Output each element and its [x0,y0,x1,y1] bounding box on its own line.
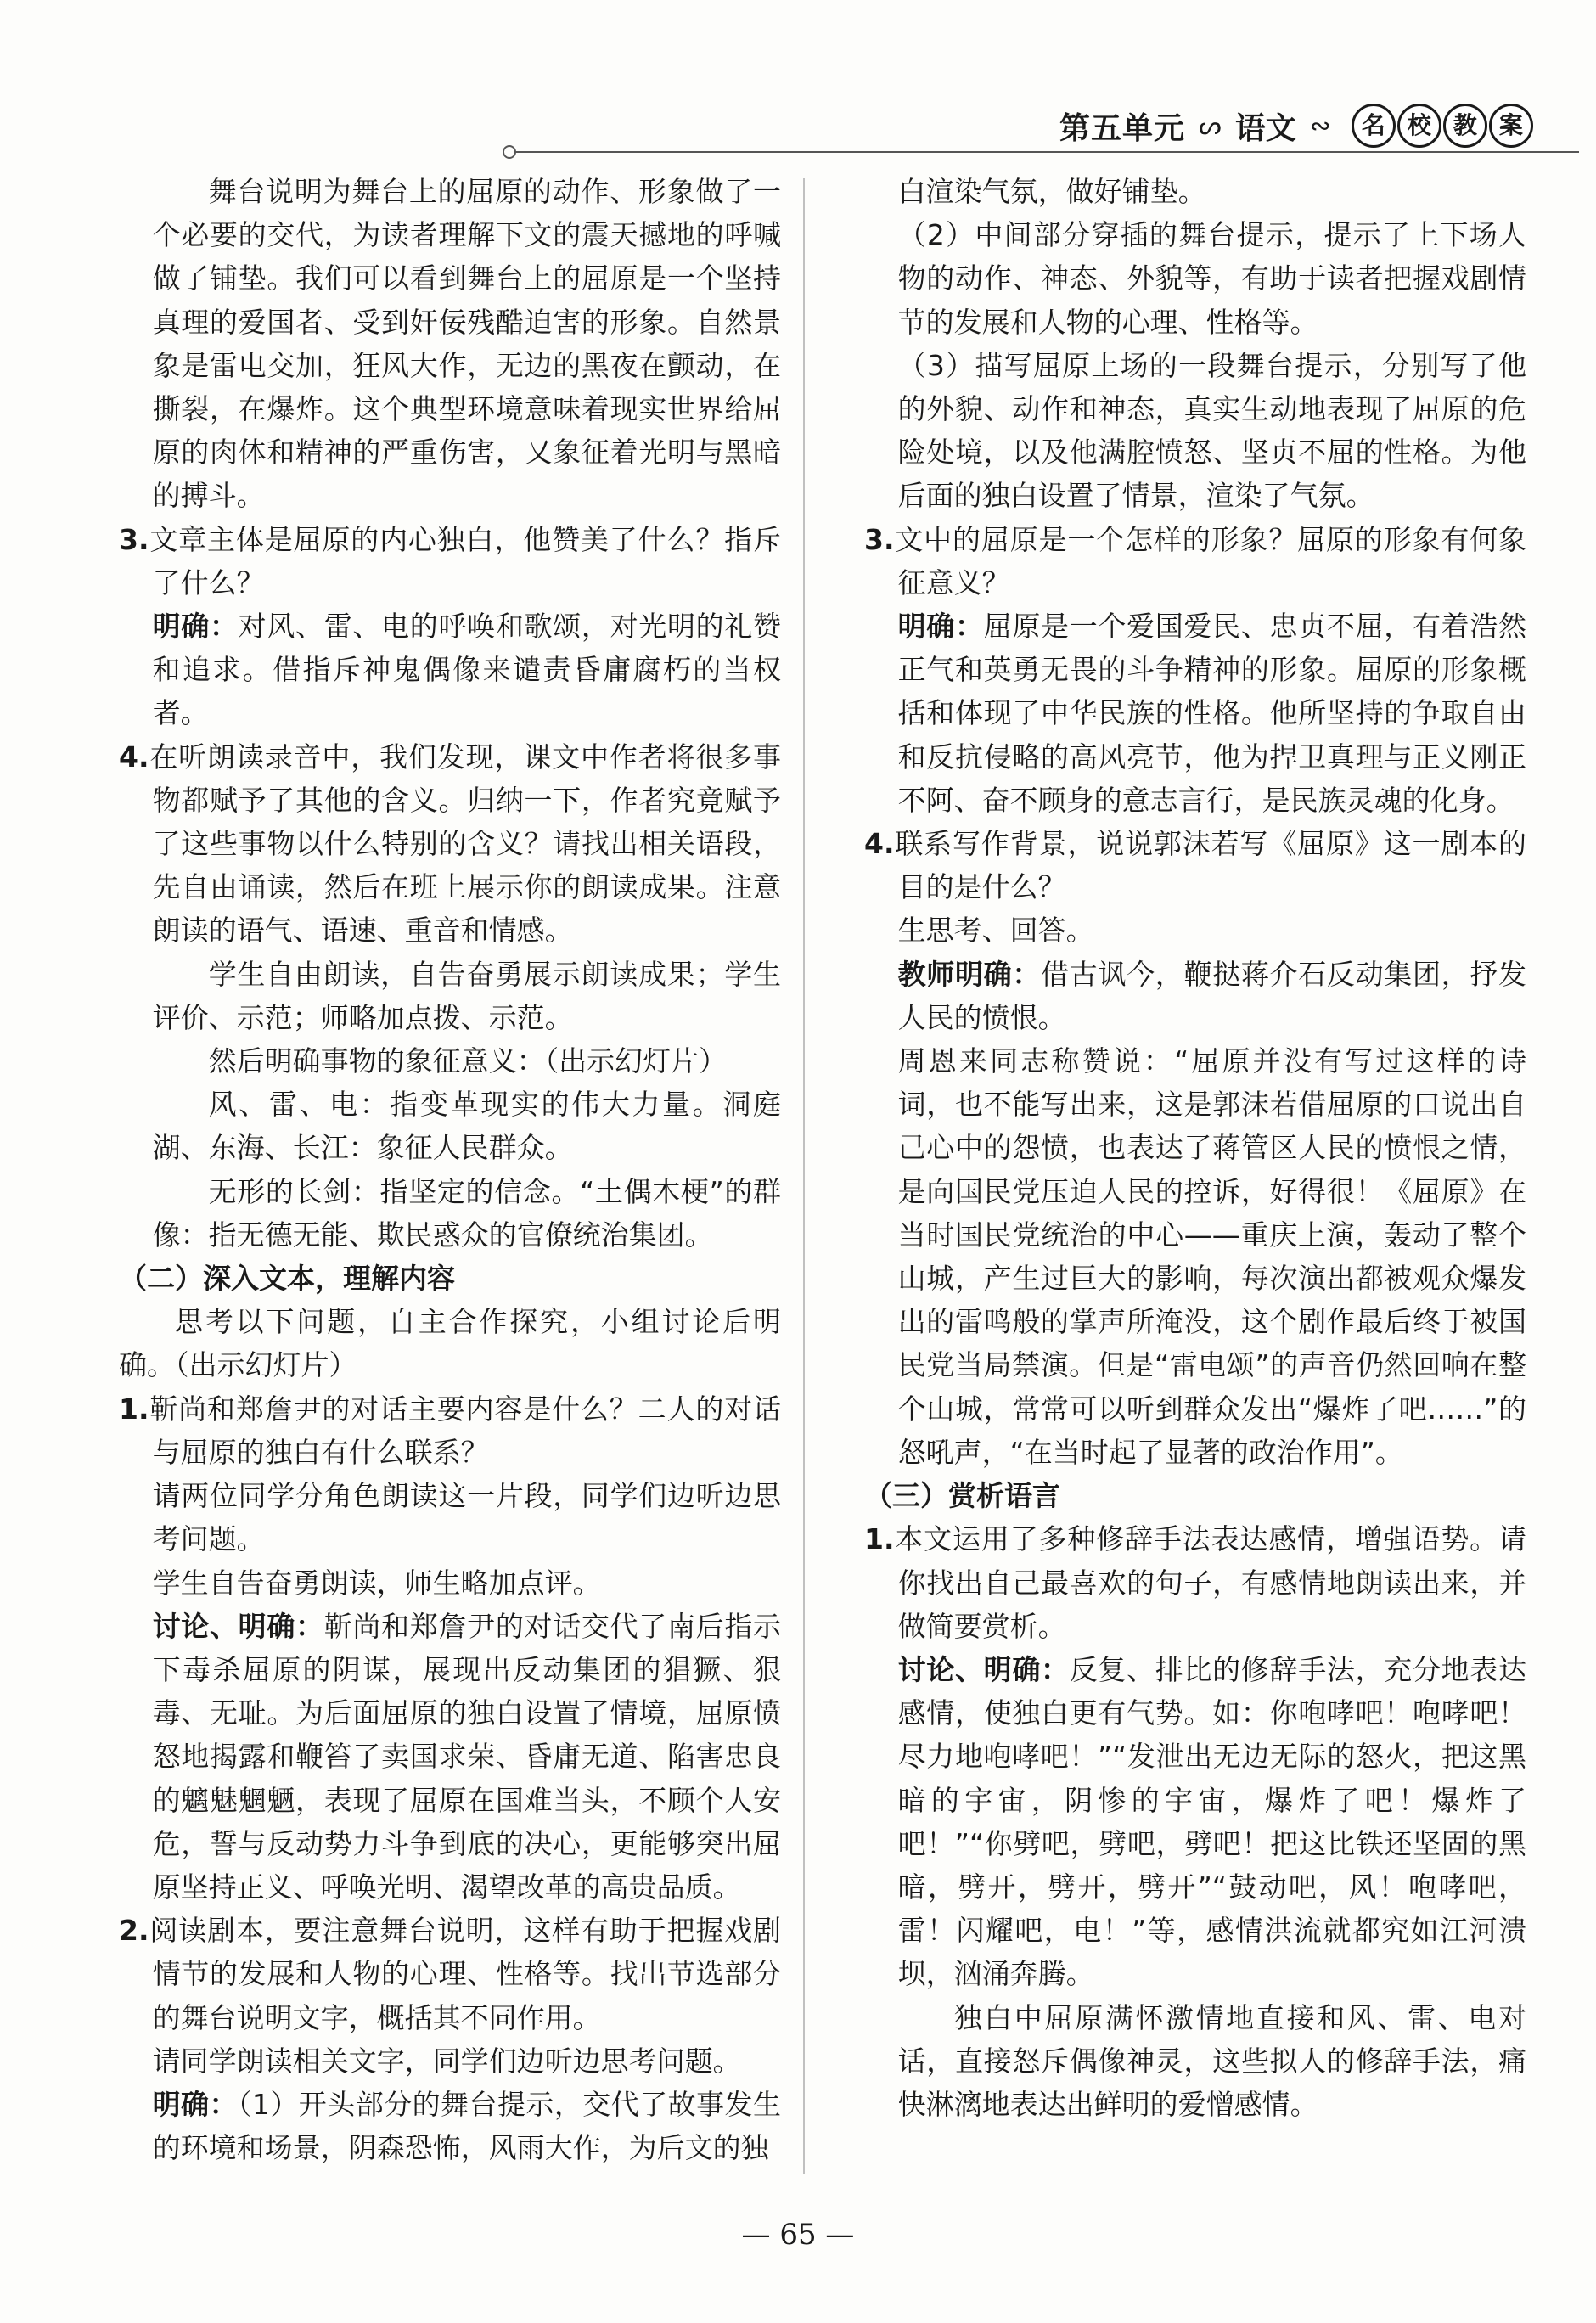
answer-label: 明确： [152,610,239,644]
answer-label: 讨论、明确： [152,1609,324,1643]
question-number: 4. [864,827,895,861]
question-1 [864,1517,1526,1648]
paragraph: 舞台说明为舞台上的屈原的动作、形象做了一个必要的交代，为读者理解下文的震天撼地的呼喊做了铺垫。我们可以看到舞台上的屈原是一个坚持真理的爱国者、受到奸佞残酷迫害的形象。自然景象是雷电交加，狂风大作，无边的黑夜在颤动，在撕裂，在爆炸。这个典型环境意味着现实世界给屈原的肉体和精神的严重伤害，又象征着光明与黑暗的搏斗。 [152,175,781,513]
answer [864,953,1526,1039]
question-text: 联系写作背景，说说郭沫若写《屈原》这一剧本的目的是什么？ [894,827,1526,904]
right-column [864,170,1526,2126]
paragraph: 思考以下问题，自主合作探究，小组讨论后明确。（出示幻灯片） [119,1305,781,1382]
question-text: 阅读剧本，要注意舞台说明，这样有助于把握戏剧情节的发展和人物的心理、性格等。找出节选部分的舞台说明文字，概括其不同作用。 [149,1914,781,2034]
question-number: 3. [864,522,895,556]
question-number: 1. [119,1392,149,1426]
paragraph: 请两位同学分角色朗读这一片段，同学们边听边思考问题。 [152,1479,781,1556]
answer-label: 教师明确： [897,957,1042,991]
brand-char: 校 [1397,104,1441,148]
answer-text: 借古讽今，鞭挞蒋介石反动集团，抒发人民的愤恨。 [897,957,1527,1034]
brand-char: 教 [1443,104,1487,148]
question-text: 在听朗读录音中，我们发现，课文中作者将很多事物都赋予了其他的含义。归纳一下，作者究竟赋予了这些事物以什么特别的含义？请找出相关语段，先自由诵读，然后在班上展示你的朗读成果。注意朗读的语气、语速、重音和情感。 [149,740,781,948]
swirl-ornament-right: ∾ [1309,110,1331,141]
question-2 [119,1909,781,2039]
question-text: 文章主体是屈原的内心独白，他赞美了什么？指斥了什么？ [149,522,781,599]
unit-title: 第五单元 [1059,110,1186,146]
answer [864,605,1526,822]
header-rule [509,151,1579,153]
swirl-ornament-left: ᔕ [1199,110,1222,141]
brand-logo [1352,104,1533,148]
paragraph: 然后明确事物的象征意义：（出示幻灯片） [208,1044,728,1078]
header-rule-dot [503,145,516,159]
answer-label: 明确： [897,610,984,644]
question-4 [864,822,1526,908]
question-3 [864,518,1526,605]
answer-text: 靳尚和郑詹尹的对话交代了南后指示下毒杀屈原的阴谋，展现出反动集团的猖獗、狠毒、无耻。为后面屈原的独白设置了情境，屈原愤怒地揭露和鞭笞了卖国求荣、昏庸无道、陷害忠良的魑魅魍魉，表现了屈原在国难当头，不顾个人安危，誓与反动势力斗争到底的决心，更能够突出屈原坚持正义、呼唤光明、渴望改革的高贵品质。 [152,1609,782,1904]
answer-text: 反复、排比的修辞手法，充分地表达感情，使独白更有气势。如：你咆哮吧！咆哮吧！尽力地咆哮吧！”“发泄出无边无际的怒火，把这黑暗的宇宙，阴惨的宇宙，爆炸了吧！爆炸了吧！”“你劈吧，劈吧，劈吧！把这比铁还坚固的黑暗，劈开，劈开，劈开”“鼓动吧，风！咆哮吧，雷！闪耀吧，电！”等，感情洪流就都究如江河溃坝，汹涌奔腾。 [897,1652,1527,1991]
paragraph: 生思考、回答。 [897,914,1094,948]
paragraph: 独白中屈原满怀激情地直接和风、雷、电对话，直接怒斥偶像神灵，这些拟人的修辞手法，痛快淋漓地表达出鲜明的爱憎感情。 [897,2000,1526,2121]
paragraph: 学生自由朗读，自告奋勇展示朗读成果；学生评价、示范；师略加点拨、示范。 [152,957,781,1034]
question-4 [119,735,781,953]
answer-text: 对风、雷、电的呼唤和歌颂，对光明的礼赞和追求。借指斥神鬼偶像来谴责昏庸腐朽的当权者。 [152,610,782,730]
paragraph: （2）中间部分穿插的舞台提示，提示了上下场人物的动作、神态、外貌等，有助于读者把握戏剧情节的发展和人物的心理、性格等。 [897,218,1526,339]
paragraph: 学生自告奋勇朗读，师生略加点评。 [152,1566,601,1600]
section-heading: （二）深入文本，理解内容 [119,1262,455,1296]
paragraph: （3）描写屈原上场的一段舞台提示，分别写了他的外貌、动作和神态，真实生动地表现了屈原的危险处境，以及他满腔愤怒、坚贞不屈的性格。为他后面的独白设置了情景，渲染了气氛。 [897,348,1526,513]
brand-char: 案 [1489,104,1533,148]
question-number: 1. [864,1522,895,1556]
column-divider [803,178,805,2174]
question-text: 靳尚和郑詹尹的对话主要内容是什么？二人的对话与屈原的独白有什么联系？ [149,1392,781,1469]
answer-text: 屈原是一个爱国爱民、忠贞不屈，有着浩然正气和英勇无畏的斗争精神的形象。屈原的形象概括和体现了中华民族的性格。他所坚持的争取自由和反抗侵略的高风亮节，他为捍卫真理与正义刚正不阿、奋不顾身的意志言行，是民族灵魂的化身。 [897,610,1527,817]
answer-label: 明确： [152,2087,238,2121]
paragraph: 白渲染气氛，做好铺垫。 [897,175,1206,208]
answer-text: （1）开头部分的舞台提示，交代了故事发生的环境和场景，阴森恐怖，风雨大作，为后文的独 [152,2087,782,2165]
brand-char: 名 [1352,104,1396,148]
answer [864,1648,1526,1996]
section-heading: （三）赏析语言 [864,1479,1060,1513]
question-3 [119,518,781,605]
question-number: 4. [119,740,149,773]
answer-label: 讨论、明确： [897,1652,1070,1686]
paragraph: 请同学朗读相关文字，同学们边听边思考问题。 [152,2044,741,2078]
question-1 [119,1387,781,1474]
paragraph: 无形的长剑：指坚定的信念。“土偶木梗”的群像：指无德无能、欺民惑众的官僚统治集团。 [152,1174,781,1251]
paragraph: 风、雷、电：指变革现实的伟大力量。洞庭湖、东海、长江：象征人民群众。 [152,1088,781,1165]
paragraph: 周恩来同志称赞说：“屈原并没有写过这样的诗词，也不能写出来，这是郭沫若借屈原的口说出自己心中的怨愤，也表达了蒋管区人民的愤恨之情，是向国民党压迫人民的控诉，好得很！《屈原》在当时国民党统治的中心——重庆上演，轰动了整个山城，产生过巨大的影响，每次演出都被观众爆发出的雷鸣般的掌声所淹没，这个剧作最后终于被国民党当局禁演。但是“雷电颂”的声音仍然回响在整个山城，常常可以听到群众发出“爆炸了吧……”的怒吼声，“在当时起了显著的政治作用”。 [897,1044,1526,1469]
answer [119,1605,781,1909]
question-number: 2. [119,1914,149,1948]
page-number: — 65 — [741,2218,855,2252]
answer [119,2083,781,2169]
answer [119,605,781,735]
question-text: 本文运用了多种修辞手法表达感情，增强语势。请你找出自己最喜欢的句子，有感情地朗读出来，并做简要赏析。 [894,1522,1526,1643]
question-number: 3. [119,522,149,556]
question-text: 文中的屈原是一个怎样的形象？屈原的形象有何象征意义？ [894,522,1526,599]
subject-title: 语文 [1234,110,1296,146]
left-column [119,170,781,2169]
